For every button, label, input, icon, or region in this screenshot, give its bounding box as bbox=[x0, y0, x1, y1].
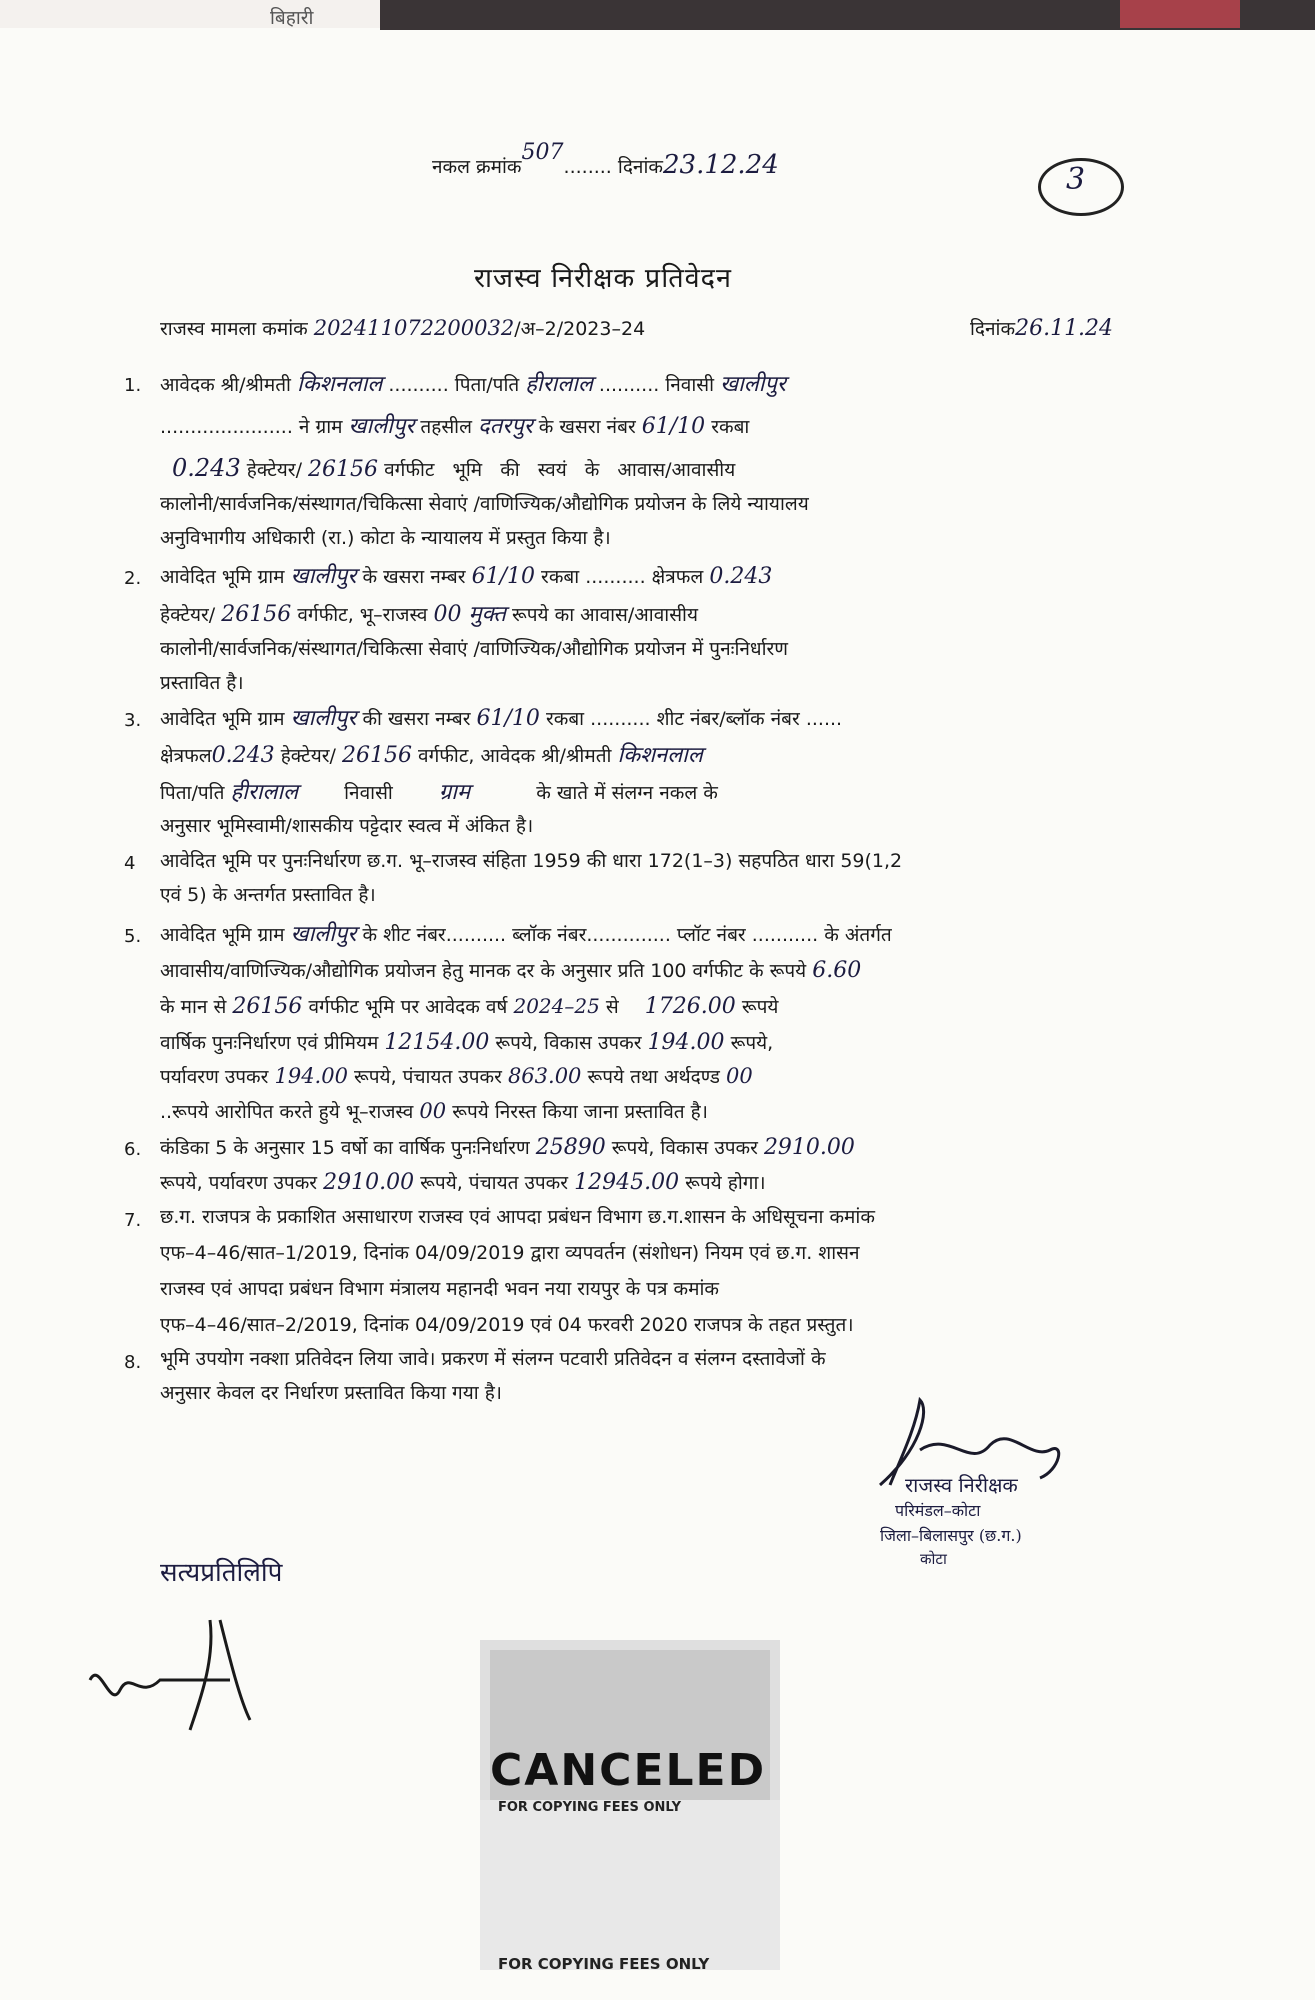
stamp-copying-small: FOR COPYING FEES ONLY bbox=[498, 1800, 682, 1815]
para8-line1: भूमि उपयोग नक्शा प्रतिवेदन लिया जावे। प्रकरण में संलग्न पटवारी प्रतिवेदन व संलग्न दस्तावेजों के bbox=[160, 1348, 826, 1370]
text: रकबा bbox=[711, 416, 750, 438]
area-hectare: 0.243 bbox=[172, 454, 241, 482]
case-date-value: 26.11.24 bbox=[1015, 316, 1114, 341]
panchayat-cess: 863.00 bbox=[507, 1064, 582, 1088]
case-date bbox=[970, 318, 1113, 340]
para1-line2 bbox=[160, 416, 749, 438]
copy-date-value: 23.12.24 bbox=[662, 150, 779, 180]
text: पर्यावरण उपकर bbox=[160, 1066, 269, 1088]
para2-line2 bbox=[160, 604, 698, 626]
page-marker: 3 bbox=[1066, 162, 1086, 197]
text: वर्गफीट, भू–राजस्व bbox=[297, 604, 428, 626]
area-sqft: 26156 bbox=[341, 743, 412, 768]
village: खालीपुर bbox=[290, 922, 357, 947]
case-date-label: दिनांक bbox=[970, 318, 1016, 340]
text: रूपये, bbox=[730, 1032, 774, 1054]
text: .......... निवासी bbox=[598, 374, 715, 396]
text: रूपये निरस्त किया जाना प्रस्तावित है। bbox=[452, 1101, 708, 1123]
para3-number: 3. bbox=[124, 710, 142, 731]
para1-line1 bbox=[160, 374, 786, 396]
para7-line4: एफ–4–46/सात–2/2019, दिनांक 04/09/2019 एवं 04 फरवरी 2020 राजपत्र के तहत प्रस्तुत। bbox=[160, 1314, 854, 1336]
stamp-lower bbox=[480, 1800, 780, 1970]
text: ...................... ने ग्राम bbox=[160, 416, 343, 438]
text: ..रूपये आरोपित करते हुये भू–राजस्व bbox=[160, 1101, 414, 1123]
development-cess: 2910.00 bbox=[763, 1135, 855, 1160]
para2-line4: प्रस्तावित है। bbox=[160, 672, 244, 694]
text: पिता/पति bbox=[160, 782, 225, 804]
annual-amount: 1726.00 bbox=[644, 994, 736, 1019]
area-hectare: 0.243 bbox=[709, 564, 773, 589]
text: आवासीय/वाणिज्यिक/औद्योगिक प्रयोजन हेतु मानक दर के अनुसार प्रति 100 वर्गफीट के रूपये bbox=[160, 960, 807, 982]
text: के मान से bbox=[160, 996, 227, 1018]
tehsil: दतरपुर bbox=[478, 414, 533, 439]
stamp-canceled: CANCELED bbox=[490, 1745, 767, 1796]
para4-number: 4 bbox=[124, 853, 136, 874]
para7-line2: एफ–4–46/सात–1/2019, दिनांक 04/09/2019 द्वारा व्यपवर्तन (संशोधन) नियम एवं छ.ग. शासन bbox=[160, 1242, 860, 1264]
case-suffix: /अ–2/2023–24 bbox=[514, 318, 646, 340]
para5-line6 bbox=[160, 1101, 708, 1122]
text: वर्गफीट भूमि पर आवेदक वर्ष bbox=[308, 996, 508, 1018]
para6-line1 bbox=[160, 1137, 855, 1159]
text: के खाते में संलग्न नकल के bbox=[536, 782, 718, 804]
para1-line3 bbox=[172, 456, 735, 481]
text: .......... पिता/पति bbox=[388, 374, 520, 396]
inspector-circle: परिमंडल–कोटा bbox=[895, 1501, 981, 1520]
land-revenue: 00 मुक्त bbox=[433, 602, 506, 627]
environment-cess: 2910.00 bbox=[323, 1170, 415, 1195]
para8-line2: अनुसार केवल दर निर्धारण प्रस्तावित किया गया है। bbox=[160, 1382, 503, 1404]
text: से bbox=[605, 996, 619, 1018]
para5-number: 5. bbox=[124, 926, 142, 947]
village: खालीपुर bbox=[290, 564, 357, 589]
development-cess: 194.00 bbox=[647, 1030, 725, 1055]
text: की खसरा नम्बर bbox=[362, 708, 471, 730]
text: हेक्टेयर/ bbox=[246, 459, 302, 481]
para1-line4: कालोनी/सार्वजनिक/संस्थागत/चिकित्सा सेवाएं /वाणिज्यिक/औद्योगिक प्रयोजन के लिये न्यायालय bbox=[160, 493, 809, 515]
text: रूपये, पंचायत उपकर bbox=[420, 1172, 569, 1194]
case-number: 202411072200032 bbox=[313, 316, 515, 340]
area-hectare: 0.243 bbox=[211, 743, 275, 768]
inspector-district: जिला–बिलासपुर (छ.ग.) bbox=[880, 1526, 1022, 1545]
copy-dots: ........ bbox=[563, 156, 612, 178]
text: के खसरा नंबर bbox=[538, 416, 636, 438]
para3-line4: अनुसार भूमिस्वामी/शासकीय पट्टेदार स्वत्व में अंकित है। bbox=[160, 815, 534, 837]
text: रूपये तथा अर्थदण्ड bbox=[587, 1066, 720, 1088]
para4-line2: एवं 5) के अन्तर्गत प्रस्तावित है। bbox=[160, 884, 376, 906]
stamp-copying-fees: FOR COPYING FEES ONLY bbox=[498, 1955, 710, 1973]
text: वार्षिक पुनःनिर्धारण एवं प्रीमियम bbox=[160, 1032, 379, 1054]
para5-line1 bbox=[160, 924, 892, 946]
top-word: बिहारी bbox=[270, 7, 314, 29]
copy-date-label: दिनांक bbox=[617, 156, 663, 178]
text: रूपये का आवास/आवासीय bbox=[511, 604, 698, 626]
text: निवासी bbox=[344, 782, 393, 804]
residence: ग्राम bbox=[438, 780, 471, 805]
area-sqft: 26156 bbox=[308, 457, 379, 482]
true-copy-label: सत्यप्रतिलिपि bbox=[160, 1558, 283, 1588]
text: रूपये, पंचायत उपकर bbox=[354, 1066, 502, 1088]
text: आवेदित भूमि ग्राम bbox=[160, 566, 285, 588]
village: खालीपुर bbox=[290, 706, 357, 731]
para4-line1: आवेदित भूमि पर पुनःनिर्धारण छ.ग. भू–राजस्व संहिता 1959 की धारा 172(1–3) सहपठित धारा 59(1,2 bbox=[160, 850, 903, 872]
para7-number: 7. bbox=[124, 1210, 142, 1231]
case-line bbox=[160, 318, 645, 339]
village: खालीपुर bbox=[348, 414, 415, 439]
applicant-name: किशनलाल bbox=[297, 372, 383, 397]
para3-line2 bbox=[160, 745, 703, 767]
para5-line4 bbox=[160, 1032, 773, 1054]
para2-line1 bbox=[160, 566, 772, 588]
copy-line bbox=[432, 140, 779, 180]
panchayat-cess: 12945.00 bbox=[574, 1170, 680, 1195]
applicant-name: किशनलाल bbox=[617, 743, 703, 768]
true-copy-signature bbox=[80, 1600, 300, 1740]
rate-per-100sqft: 6.60 bbox=[812, 958, 862, 983]
father-name: हीरालाल bbox=[230, 780, 299, 805]
year: 2024–25 bbox=[513, 994, 600, 1018]
text: रूपये, विकास उपकर bbox=[495, 1032, 642, 1054]
para3-line3 bbox=[160, 782, 718, 804]
para7-line3: राजस्व एवं आपदा प्रबंधन विभाग मंत्रालय महानदी भवन नया रायपुर के पत्र कमांक bbox=[160, 1278, 720, 1300]
area-sqft: 26156 bbox=[221, 602, 292, 627]
text: क्षेत्रफल bbox=[160, 745, 212, 767]
para5-line2 bbox=[160, 960, 861, 982]
para1-line5: अनुविभागीय अधिकारी (रा.) कोटा के न्यायालय में प्रस्तुत किया है। bbox=[160, 527, 611, 549]
copy-no-label: नकल क्रमांक bbox=[432, 156, 522, 178]
para2-line3: कालोनी/सार्वजनिक/संस्थागत/चिकित्सा सेवाएं /वाणिज्यिक/औद्योगिक प्रयोजन में पुनःनिर्धारण bbox=[160, 638, 789, 660]
text: आवेदक श्री/श्रीमती bbox=[160, 374, 291, 396]
khasra-number: 61/10 bbox=[641, 414, 706, 439]
inspector-place: कोटा bbox=[920, 1550, 947, 1568]
land-revenue: 00 bbox=[419, 1099, 447, 1123]
resident-village: खालीपुर bbox=[720, 372, 786, 397]
text: रूपये, पर्यावरण उपकर bbox=[160, 1172, 318, 1194]
text: आवेदित भूमि ग्राम bbox=[160, 924, 285, 946]
text: तहसील bbox=[420, 416, 472, 438]
khasra-number: 61/10 bbox=[476, 706, 540, 731]
para8-number: 8. bbox=[124, 1352, 142, 1373]
para6-number: 6. bbox=[124, 1139, 142, 1160]
text: रूपये, विकास उपकर bbox=[611, 1137, 758, 1159]
para2-number: 2. bbox=[124, 568, 142, 589]
inspector-title: राजस्व निरीक्षक bbox=[905, 1473, 1018, 1497]
text: हेक्टेयर/ bbox=[280, 745, 336, 767]
text: के शीट नंबर.......... ब्लॉक नंबर.............. प्लॉट नंबर ........... के अंतर्गत bbox=[362, 924, 892, 946]
text: हेक्टेयर/ bbox=[160, 604, 216, 626]
total-reassessment: 25890 bbox=[535, 1135, 606, 1160]
penalty: 00 bbox=[726, 1064, 753, 1088]
para5-line3 bbox=[160, 996, 778, 1018]
area-sqft: 26156 bbox=[232, 994, 303, 1019]
father-name: हीरालाल bbox=[525, 372, 593, 397]
premium: 12154.00 bbox=[384, 1030, 490, 1055]
copy-no-value: 507 bbox=[521, 140, 564, 165]
text: आवेदित भूमि ग्राम bbox=[160, 708, 285, 730]
text: रूपये bbox=[741, 996, 779, 1018]
page-title: राजस्व निरीक्षक प्रतिवेदन bbox=[474, 263, 732, 294]
text: वर्गफीट भूमि की स्वयं के आवास/आवासीय bbox=[384, 459, 736, 481]
environment-cess: 194.00 bbox=[274, 1064, 348, 1088]
case-label: राजस्व मामला कमांक bbox=[160, 318, 308, 340]
para5-line5 bbox=[160, 1066, 753, 1087]
para3-line1 bbox=[160, 708, 842, 730]
text: वर्गफीट, आवेदक श्री/श्रीमती bbox=[418, 745, 612, 767]
top-red-patch bbox=[1120, 0, 1240, 28]
para6-line2 bbox=[160, 1172, 766, 1194]
text: रकबा .......... क्षेत्रफल bbox=[541, 566, 704, 588]
khasra-number: 61/10 bbox=[471, 564, 535, 589]
text: कंडिका 5 के अनुसार 15 वर्षो का वार्षिक पुनःनिर्धारण bbox=[160, 1137, 530, 1159]
text: रकबा .......... शीट नंबर/ब्लॉक नंबर ...... bbox=[545, 708, 843, 730]
text: रूपये होगा। bbox=[685, 1172, 766, 1194]
para7-line1: छ.ग. राजपत्र के प्रकाशित असाधारण राजस्व एवं आपदा प्रबंधन विभाग छ.ग.शासन के अधिसूचना कमांक bbox=[160, 1206, 875, 1228]
para1-number: 1. bbox=[124, 375, 142, 396]
text: के खसरा नम्बर bbox=[362, 566, 466, 588]
